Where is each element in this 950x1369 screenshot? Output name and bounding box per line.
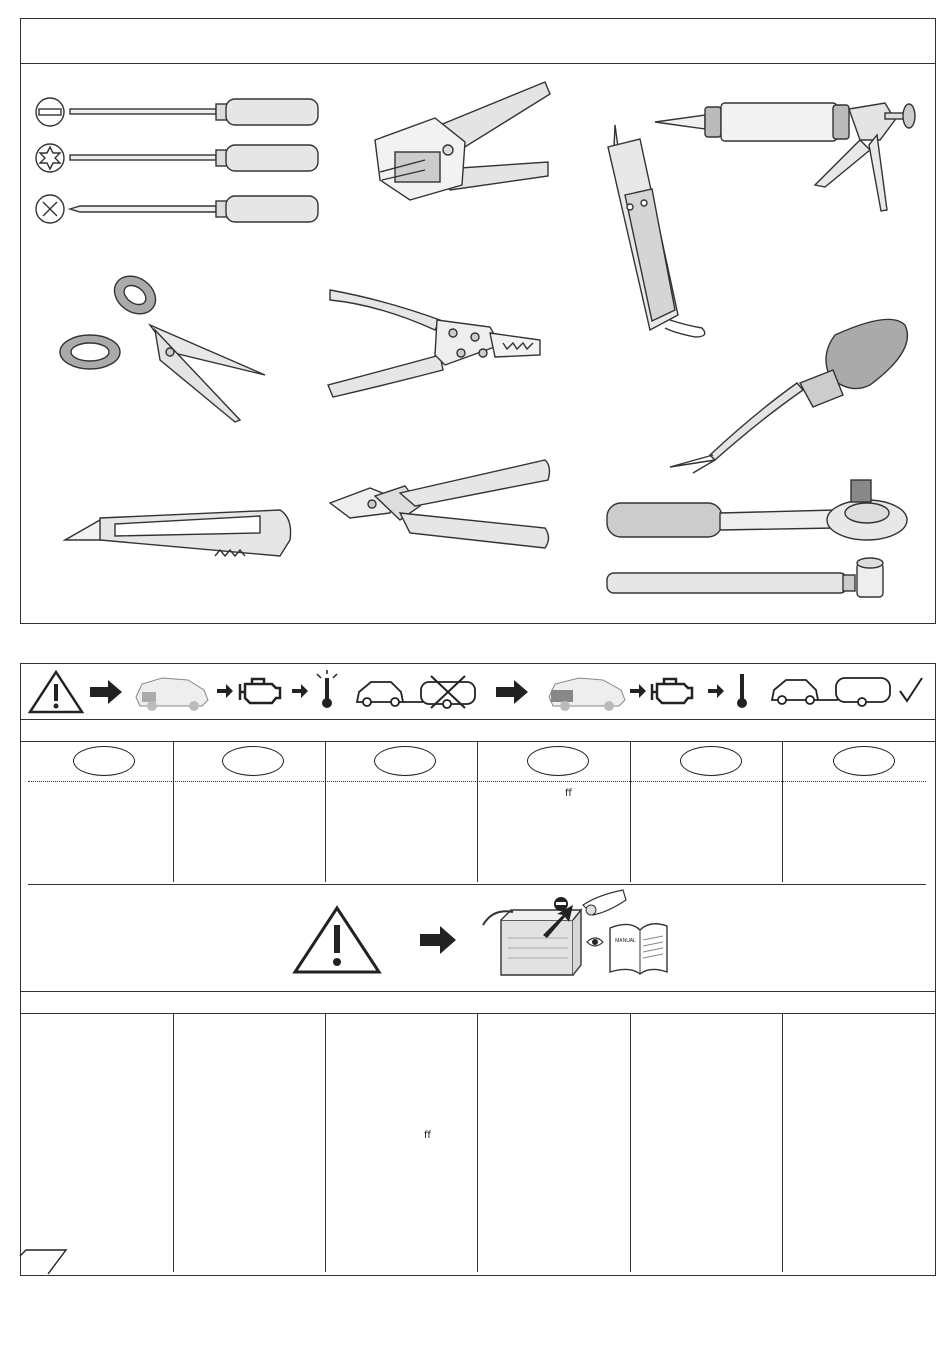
manual-label: MANUAL xyxy=(615,938,636,944)
lower-col-divider xyxy=(630,1014,631,1272)
side-cutters xyxy=(330,458,555,558)
wire-stripper xyxy=(370,80,555,210)
upper-col-divider xyxy=(173,742,174,882)
trim-removal-tool xyxy=(665,315,920,475)
upper-header-top xyxy=(20,719,936,720)
language-oval xyxy=(374,746,436,776)
upper-col-4-text: ff xyxy=(565,788,572,799)
upper-columns-bottom xyxy=(28,884,926,885)
socket-extension xyxy=(605,555,890,600)
arrow-icon xyxy=(292,684,308,698)
checkmark-icon xyxy=(898,676,924,704)
arrow-icon xyxy=(496,680,528,704)
thermometer-icon xyxy=(730,672,754,710)
arrow-icon xyxy=(217,684,233,698)
car-front-icon xyxy=(132,672,210,712)
language-oval xyxy=(833,746,895,776)
ratchet-wrench xyxy=(605,478,910,543)
lower-col-divider xyxy=(782,1014,783,1272)
car-front-icon xyxy=(545,672,627,712)
arrow-icon xyxy=(420,926,456,954)
language-oval xyxy=(222,746,284,776)
warning-icon xyxy=(28,670,84,714)
upper-col-divider xyxy=(477,742,478,882)
crimping-pliers xyxy=(325,285,550,400)
upper-col-divider xyxy=(782,742,783,882)
page-corner-mark xyxy=(20,1246,70,1276)
utility-knife xyxy=(65,508,295,563)
thermometer-icon xyxy=(313,670,341,710)
upper-header-bottom xyxy=(20,741,936,742)
language-oval xyxy=(527,746,589,776)
car-trailer-crossed-icon xyxy=(355,674,480,710)
engine-warning-icon xyxy=(648,676,696,706)
warning-icon xyxy=(292,905,382,975)
lower-col-3-text: ff xyxy=(424,1130,431,1141)
manual-book-icon xyxy=(585,920,670,975)
upper-dotted-separator xyxy=(28,781,926,782)
language-oval xyxy=(680,746,742,776)
lower-header-bottom xyxy=(20,1013,936,1014)
tools-panel-header-divider xyxy=(20,63,936,64)
arrow-icon xyxy=(630,684,646,698)
language-oval xyxy=(73,746,135,776)
voltage-tester xyxy=(600,125,710,340)
lower-col-divider xyxy=(477,1014,478,1272)
instruction-panel xyxy=(20,663,936,1276)
arrow-icon xyxy=(708,684,724,698)
screwdrivers-set xyxy=(30,95,330,230)
upper-col-divider xyxy=(325,742,326,882)
lower-col-divider xyxy=(173,1014,174,1272)
scissors xyxy=(60,270,270,425)
arrow-icon xyxy=(90,680,122,704)
lower-header-top xyxy=(20,991,936,992)
lower-col-divider xyxy=(325,1014,326,1272)
upper-col-divider xyxy=(630,742,631,882)
engine-warning-icon xyxy=(236,676,284,706)
car-trailer-ok-icon xyxy=(770,674,895,708)
